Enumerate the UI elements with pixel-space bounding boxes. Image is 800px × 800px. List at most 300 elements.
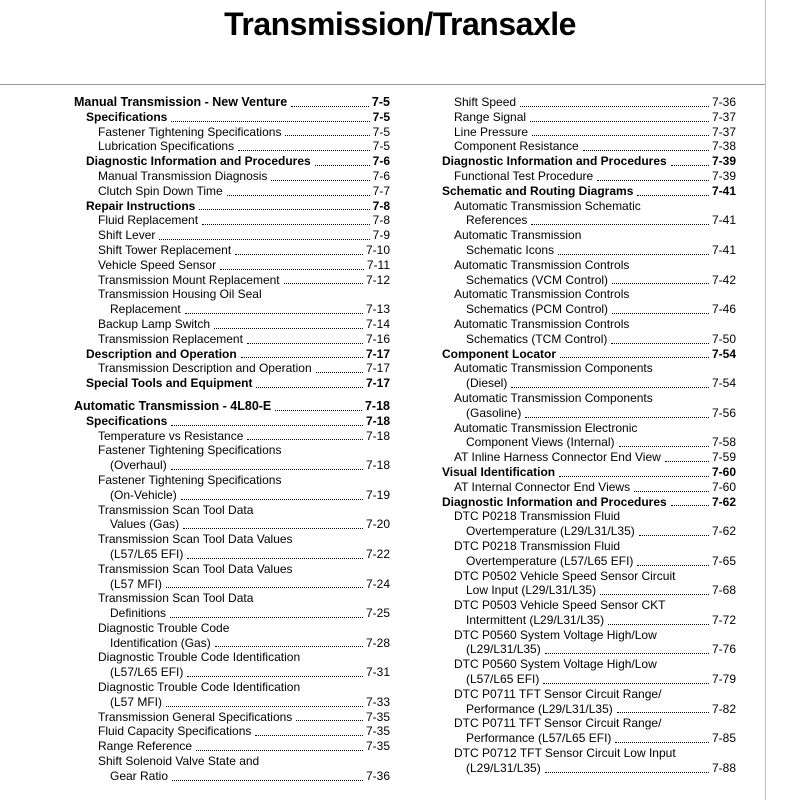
toc-entry[interactable] [430, 169, 736, 184]
toc-entry-title: Temperature vs Resistance [98, 428, 244, 443]
toc-page-number: 7-59 [711, 450, 736, 465]
toc-entry-title: Manual Transmission - New Venture [74, 95, 288, 109]
toc-page-number: 7-62 [711, 494, 736, 509]
toc-entry[interactable] [74, 458, 390, 473]
toc-page-number: 7-35 [365, 709, 390, 724]
toc-entry[interactable] [74, 591, 390, 606]
dot-leader [531, 224, 709, 225]
toc-entry[interactable] [74, 273, 390, 288]
toc-page-number: 7-72 [711, 612, 736, 627]
toc-entry[interactable] [430, 687, 736, 702]
toc-entry[interactable] [430, 569, 736, 584]
toc-page-number: 7-10 [365, 242, 390, 257]
toc-entry-title: (L29/L31/L35) [466, 760, 541, 775]
dot-leader [558, 254, 709, 255]
toc-entry-title: Shift Tower Replacement [98, 242, 232, 257]
toc-page-number: 7-6 [372, 154, 390, 169]
toc-entry[interactable] [430, 421, 736, 436]
toc-entry-title: (L57 MFI) [110, 576, 163, 591]
toc-entry-title: Transmission Scan Tool Data Values [98, 532, 293, 547]
toc-entry[interactable] [430, 391, 736, 406]
toc-entry[interactable] [74, 228, 390, 243]
toc-page-number: 7-58 [711, 435, 736, 450]
toc-entry[interactable] [430, 332, 736, 347]
toc-entry[interactable] [74, 739, 390, 754]
toc-page-number: 7-76 [711, 642, 736, 657]
toc-page-number: 7-12 [365, 272, 390, 287]
toc-entry[interactable] [430, 228, 736, 243]
toc-entry-title: Component Views (Internal) [466, 435, 615, 450]
dot-leader [543, 683, 709, 684]
toc-entry[interactable] [430, 95, 736, 110]
toc-page-number: 7-33 [365, 694, 390, 709]
toc-left-column [74, 95, 390, 784]
toc-entry-title: (L57 MFI) [110, 694, 163, 709]
dot-leader [285, 135, 369, 136]
dot-leader [187, 558, 363, 559]
toc-section-entry[interactable] [430, 495, 736, 510]
toc-entry[interactable] [430, 110, 736, 125]
toc-entry[interactable] [430, 642, 736, 657]
dot-leader [181, 499, 363, 500]
toc-entry[interactable] [74, 532, 390, 547]
toc-entry[interactable] [430, 139, 736, 154]
dot-leader [639, 535, 709, 536]
toc-entry[interactable] [74, 184, 390, 199]
toc-entry[interactable] [74, 547, 390, 562]
toc-entry[interactable] [74, 473, 390, 488]
toc-entry-title: Vehicle Speed Sensor [98, 257, 217, 272]
toc-entry-title: Automatic Transmission - 4L80-E [74, 398, 272, 413]
toc-entry[interactable] [430, 125, 736, 140]
dot-leader [608, 624, 709, 625]
dot-leader [255, 735, 363, 736]
toc-page-number: 7-56 [711, 405, 736, 420]
dot-leader [170, 617, 363, 618]
toc-entry[interactable] [430, 598, 736, 613]
toc-entry-title: Transmission Mount Replacement [98, 272, 280, 287]
toc-section-entry[interactable] [430, 465, 736, 480]
toc-entry-title: Automatic Transmission Controls [454, 257, 630, 272]
toc-entry[interactable] [74, 562, 390, 577]
toc-entry-title: Intermittent (L29/L31/L35) [466, 612, 605, 627]
toc-entry[interactable] [430, 317, 736, 332]
toc-entry-title: Shift Lever [98, 228, 156, 243]
toc-entry-title: Specifications [86, 109, 168, 124]
toc-entry[interactable] [74, 577, 390, 592]
toc-page-number: 7-17 [365, 376, 390, 391]
toc-entry-title: Schematics (TCM Control) [466, 331, 608, 346]
toc-page-number: 7-24 [365, 576, 390, 591]
toc-entry-title: Automatic Transmission Components [454, 390, 653, 405]
toc-entry-title: Specifications [86, 413, 168, 428]
toc-page-number: 7-85 [711, 731, 736, 746]
toc-page-number: 7-68 [711, 583, 736, 598]
toc-entry-title: Replacement [110, 302, 181, 317]
dot-leader [159, 239, 369, 240]
dot-leader [665, 461, 709, 462]
page-title: Transmission/Transaxle [224, 6, 576, 42]
toc-entry[interactable] [74, 287, 390, 302]
toc-entry-title: Performance (L57/L65 EFI) [466, 731, 612, 746]
toc-entry-title: DTC P0218 Transmission Fluid [454, 509, 621, 524]
dot-leader [171, 121, 369, 122]
toc-page-number: 7-5 [372, 124, 390, 139]
toc-page-number: 7-50 [711, 331, 736, 346]
toc-page-number: 7-9 [372, 228, 390, 243]
dot-leader [532, 135, 709, 136]
toc-page-number: 7-22 [365, 546, 390, 561]
toc-entry[interactable] [74, 710, 390, 725]
toc-section-entry[interactable] [430, 154, 736, 169]
dot-leader [275, 410, 362, 411]
toc-entry-title: (L29/L31/L35) [466, 642, 541, 657]
dot-leader [520, 106, 709, 107]
toc-page-number: 7-17 [365, 361, 390, 376]
toc-entry[interactable] [74, 213, 390, 228]
dot-leader [238, 150, 370, 151]
toc-entry-title: Automatic Transmission Components [454, 361, 653, 376]
toc-entry-title: Automatic Transmission [454, 228, 582, 243]
toc-entry[interactable] [430, 406, 736, 421]
toc-entry[interactable] [74, 317, 390, 332]
dot-leader [187, 676, 363, 677]
toc-entry[interactable] [74, 695, 390, 710]
toc-entry[interactable] [430, 243, 736, 258]
toc-entry-title: Component Resistance [454, 139, 579, 154]
toc-section-entry[interactable] [74, 110, 390, 125]
toc-page-number: 7-18 [365, 413, 390, 428]
dot-leader [612, 283, 709, 284]
toc-page-number: 7-41 [711, 213, 736, 228]
toc-entry-title: Range Reference [98, 739, 193, 754]
toc-page-number: 7-65 [711, 553, 736, 568]
toc-entry[interactable] [74, 636, 390, 651]
toc-section-entry[interactable] [74, 154, 390, 169]
toc-entry-title: Diagnostic Information and Procedures [442, 154, 667, 169]
toc-entry-title: Fastener Tightening Specifications [98, 443, 282, 458]
toc-entry-title: Schematic and Routing Diagrams [442, 183, 634, 198]
toc-entry-title: Diagnostic Trouble Code Identification [98, 680, 301, 695]
toc-entry-title: Schematic Icons [466, 242, 555, 257]
toc-page-number: 7-11 [366, 257, 390, 272]
toc-page-number: 7-20 [365, 517, 390, 532]
toc-entry[interactable] [74, 429, 390, 444]
toc-page-number: 7-18 [365, 458, 390, 473]
toc-entry[interactable] [74, 332, 390, 347]
toc-entry-title: Transmission Scan Tool Data [98, 591, 254, 606]
dot-leader [583, 150, 709, 151]
dot-leader [227, 195, 370, 196]
toc-entry-title: Range Signal [454, 109, 527, 124]
toc-page-number: 7-19 [365, 487, 390, 502]
toc-section-entry[interactable] [74, 376, 390, 391]
toc-page-number: 7-39 [711, 168, 736, 183]
toc-entry-title: (L57/L65 EFI) [110, 546, 184, 561]
toc-entry[interactable] [430, 524, 736, 539]
dot-leader [296, 720, 363, 721]
toc-entry-title: Fluid Replacement [98, 213, 199, 228]
toc-page-number: 7-46 [711, 302, 736, 317]
toc-entry[interactable] [74, 621, 390, 636]
toc-entry-title: Schematics (PCM Control) [466, 302, 609, 317]
toc-entry-title: (On-Vehicle) [110, 487, 177, 502]
toc-entry[interactable] [74, 754, 390, 769]
toc-entry[interactable] [74, 169, 390, 184]
dot-leader [220, 269, 364, 270]
toc-entry-title: Description and Operation [86, 346, 237, 361]
toc-entry-title: Line Pressure [454, 124, 529, 139]
dot-leader [199, 209, 369, 210]
dot-leader [530, 121, 709, 122]
toc-page-number: 7-6 [372, 168, 390, 183]
dot-leader [671, 505, 709, 506]
toc-entry-title: Performance (L29/L31/L35) [466, 701, 613, 716]
toc-entry-title: Overtemperature (L29/L31/L35) [466, 524, 635, 539]
toc-entry[interactable] [430, 716, 736, 731]
toc-page-number: 7-5 [371, 95, 390, 109]
toc-entry-title: Special Tools and Equipment [86, 376, 253, 391]
toc-entry-title: DTC P0712 TFT Sensor Circuit Low Input [454, 746, 676, 761]
toc-entry[interactable] [430, 657, 736, 672]
toc-entry[interactable] [430, 273, 736, 288]
toc-entry[interactable] [74, 769, 390, 784]
toc-entry-title: Diagnostic Trouble Code [98, 620, 230, 635]
toc-entry[interactable] [430, 672, 736, 687]
toc-page-number: 7-17 [365, 346, 390, 361]
dot-leader [316, 372, 363, 373]
toc-entry[interactable] [74, 302, 390, 317]
dot-leader [315, 165, 370, 166]
dot-leader [634, 491, 709, 492]
dot-leader [214, 328, 363, 329]
toc-entry-title: (Gasoline) [466, 405, 522, 420]
toc-entry[interactable] [430, 258, 736, 273]
toc-entry-title: Transmission Description and Operation [98, 361, 312, 376]
toc-entry[interactable] [74, 443, 390, 458]
toc-entry-title: Definitions [110, 606, 167, 621]
toc-chapter-entry[interactable] [74, 95, 390, 110]
toc-entry-title: Repair Instructions [86, 198, 196, 213]
toc-entry[interactable] [430, 539, 736, 554]
toc-page-number: 7-5 [372, 139, 390, 154]
dot-leader [291, 106, 369, 107]
toc-page-number: 7-8 [372, 198, 390, 213]
toc-entry-title: DTC P0503 Vehicle Speed Sensor CKT [454, 598, 666, 613]
dot-leader [241, 357, 363, 358]
toc-section-entry[interactable] [74, 414, 390, 429]
toc-entry-title: Automatic Transmission Schematic [454, 198, 641, 213]
toc-entry[interactable] [430, 435, 736, 450]
toc-page-number: 7-82 [711, 701, 736, 716]
dot-leader [215, 646, 363, 647]
toc-page-number: 7-28 [365, 635, 390, 650]
toc-entry[interactable] [430, 613, 736, 628]
toc-page-number: 7-38 [711, 139, 736, 154]
toc-page-number: 7-31 [365, 665, 390, 680]
toc-page-number: 7-62 [711, 524, 736, 539]
toc-entry-title: Diagnostic Trouble Code Identification [98, 650, 301, 665]
toc-page-number: 7-8 [372, 213, 390, 228]
toc-entry-title: Identification (Gas) [110, 635, 211, 650]
toc-entry[interactable] [430, 509, 736, 524]
toc-entry-title: Fluid Capacity Specifications [98, 724, 252, 739]
dot-leader [196, 750, 363, 751]
toc-entry[interactable] [74, 488, 390, 503]
dot-leader [671, 165, 709, 166]
dot-leader [171, 469, 363, 470]
toc-entry[interactable] [430, 583, 736, 598]
dot-leader [511, 387, 709, 388]
toc-entry[interactable] [430, 480, 736, 495]
toc-entry[interactable] [430, 628, 736, 643]
dot-leader [235, 254, 363, 255]
toc-entry-title: Automatic Transmission Electronic [454, 420, 638, 435]
toc-entry-title: AT Internal Connector End Views [454, 479, 631, 494]
toc-entry[interactable] [74, 243, 390, 258]
dot-leader [171, 425, 363, 426]
dot-leader [617, 712, 709, 713]
toc-entry-title: DTC P0560 System Voltage High/Low [454, 627, 657, 642]
dot-leader [172, 780, 363, 781]
toc-page-number: 7-54 [711, 346, 736, 361]
toc-entry[interactable] [430, 746, 736, 761]
toc-entry-title: Transmission General Specifications [98, 709, 293, 724]
dot-leader [185, 313, 363, 314]
dot-leader [284, 283, 363, 284]
toc-entry-title: Automatic Transmission Controls [454, 287, 630, 302]
toc-entry[interactable] [74, 503, 390, 518]
toc-entry-title: (L57/L65 EFI) [110, 665, 184, 680]
toc-entry[interactable] [74, 125, 390, 140]
dot-leader [256, 387, 363, 388]
toc-page-number: 7-42 [711, 272, 736, 287]
dot-leader [637, 565, 709, 566]
toc-entry[interactable] [74, 680, 390, 695]
toc-entry[interactable] [430, 213, 736, 228]
toc-entry-title: Functional Test Procedure [454, 168, 594, 183]
dot-leader [166, 587, 363, 588]
toc-entry[interactable] [430, 376, 736, 391]
toc-entry-title: Gear Ratio [110, 768, 169, 783]
toc-entry[interactable] [430, 287, 736, 302]
toc-entry-title: Values (Gas) [110, 517, 180, 532]
toc-entry-title: DTC P0218 Transmission Fluid [454, 538, 621, 553]
toc-section-entry[interactable] [430, 347, 736, 362]
dot-leader [247, 439, 363, 440]
toc-entry-title: DTC P0711 TFT Sensor Circuit Range/ [454, 686, 662, 701]
toc-entry[interactable] [430, 761, 736, 776]
toc-page-number: 7-13 [365, 302, 390, 317]
toc-entry[interactable] [430, 199, 736, 214]
toc-entry-title: Clutch Spin Down Time [98, 183, 223, 198]
dot-leader [559, 476, 709, 477]
toc-page-number: 7-88 [711, 760, 736, 775]
toc-entry-title: Fastener Tightening Specifications [98, 472, 282, 487]
toc-page-number: 7-18 [365, 428, 390, 443]
toc-entry[interactable] [74, 258, 390, 273]
dot-leader [247, 343, 363, 344]
toc-entry-title: Diagnostic Information and Procedures [442, 494, 667, 509]
toc-section-entry[interactable] [74, 199, 390, 214]
toc-entry-title: (L57/L65 EFI) [466, 672, 540, 687]
toc-page-number: 7-79 [711, 672, 736, 687]
toc-entry[interactable] [74, 361, 390, 376]
toc-section-entry[interactable] [430, 184, 736, 199]
toc-page-number: 7-37 [711, 124, 736, 139]
toc-page-number: 7-60 [711, 479, 736, 494]
toc-entry-title: Low Input (L29/L31/L35) [466, 583, 597, 598]
toc-page-number: 7-41 [711, 183, 736, 198]
toc-page-number: 7-25 [365, 606, 390, 621]
toc-entry[interactable] [74, 139, 390, 154]
toc-entry-title: DTC P0711 TFT Sensor Circuit Range/ [454, 716, 662, 731]
toc-page-number: 7-14 [365, 316, 390, 331]
dot-leader [611, 343, 709, 344]
toc-page-number: 7-39 [711, 154, 736, 169]
dot-leader [612, 313, 709, 314]
toc-page-number: 7-41 [711, 242, 736, 257]
toc-page-number: 7-36 [711, 95, 736, 109]
toc-page-number: 7-35 [365, 739, 390, 754]
toc-entry-title: Transmission Scan Tool Data [98, 502, 254, 517]
dot-leader [615, 742, 709, 743]
toc-entry[interactable] [74, 517, 390, 532]
toc-entry[interactable] [74, 606, 390, 621]
toc-entry[interactable] [430, 702, 736, 717]
toc-entry-title: Overtemperature (L57/L65 EFI) [466, 553, 634, 568]
toc-entry[interactable] [430, 731, 736, 746]
toc-entry[interactable] [430, 450, 736, 465]
toc-entry-title: Backup Lamp Switch [98, 316, 211, 331]
toc-entry-title: DTC P0502 Vehicle Speed Sensor Circuit [454, 568, 676, 583]
page-edge-divider [765, 0, 766, 800]
toc-section-entry[interactable] [74, 347, 390, 362]
toc-entry[interactable] [430, 302, 736, 317]
toc-entry-title: (Diesel) [466, 376, 508, 391]
toc-entry-title: References [466, 213, 528, 228]
dot-leader [545, 772, 709, 773]
section-gap [74, 391, 390, 399]
toc-entry[interactable] [74, 650, 390, 665]
toc-entry-title: Diagnostic Information and Procedures [86, 154, 311, 169]
toc-entry[interactable] [430, 554, 736, 569]
dot-leader [183, 528, 363, 529]
toc-page-number: 7-7 [372, 183, 390, 198]
toc-entry-title: Schematics (VCM Control) [466, 272, 609, 287]
toc-entry-title: Automatic Transmission Controls [454, 316, 630, 331]
toc-entry-title: Transmission Replacement [98, 331, 243, 346]
toc-entry-title: DTC P0560 System Voltage High/Low [454, 657, 657, 672]
toc-entry-title: (Overhaul) [110, 458, 167, 473]
toc-page-number: 7-37 [711, 109, 736, 124]
dot-leader [202, 224, 370, 225]
toc-entry[interactable] [430, 361, 736, 376]
toc-page-number: 7-60 [711, 464, 736, 479]
toc-entry-title: Lubrication Specifications [98, 139, 235, 154]
toc-chapter-entry[interactable] [74, 399, 390, 414]
dot-leader [637, 195, 709, 196]
dot-leader [619, 446, 709, 447]
toc-entry[interactable] [74, 665, 390, 680]
toc-right-column [430, 95, 736, 776]
toc-entry-title: Transmission Scan Tool Data Values [98, 561, 293, 576]
dot-leader [271, 180, 369, 181]
toc-entry-title: Shift Speed [454, 95, 517, 109]
toc-page-number: 7-54 [711, 376, 736, 391]
toc-entry-title: Manual Transmission Diagnosis [98, 168, 268, 183]
toc-entry[interactable] [74, 724, 390, 739]
